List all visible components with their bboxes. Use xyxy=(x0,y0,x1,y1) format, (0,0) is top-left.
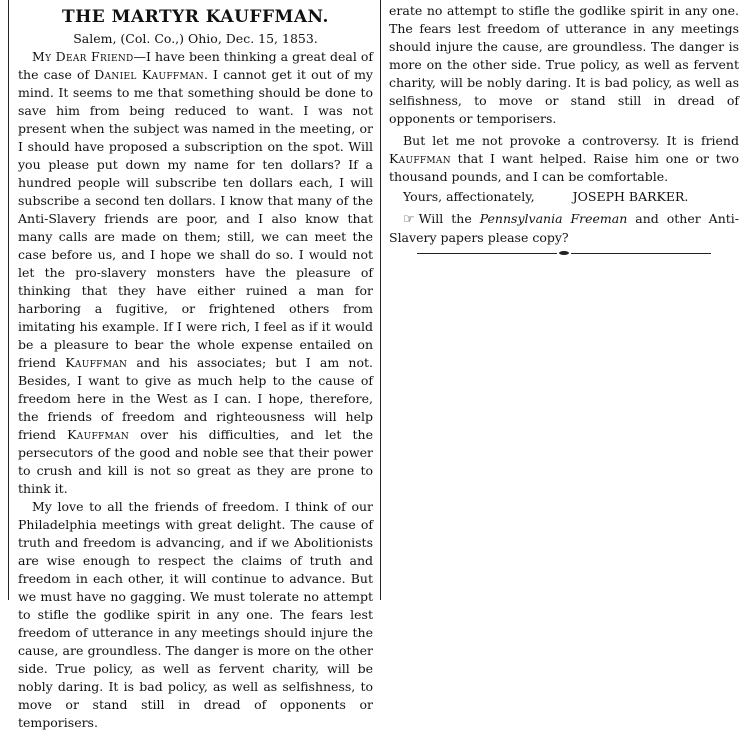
paragraph-1: My Dear Friend—I have been thinking a great deal of the case of Daniel Kauffman. I cannot get it out of my mind. It seems to me that something should be done to save him from being reduced to want. I was not present when the subject was named in the meeting, or I should have proposed a subscription on the spot. Will you please put down my name for ten dollars? If a hundred people will subscribe ten dollars each, I will subscribe a second ten dollars. I know that many of the Anti-Slavery friends are poor, and I also know that many calls are made on them; still, we can meet the case before us, and I hope we shall do so. I would not let the pro-slavery monsters have the pleasure of thinking that they have either ruined a man for harboring a fugitive, or frightened others from imitating his example. If I were rich, I feel as if it would be a pleasure to bear the whole expense entailed on friend Kauffman and his associates; but I am not. Besides, I want to give as much help to the cause of freedom here in the West as I can. I hope, therefore, the friends of freedom and righteousness will help friend Kauffman over his difficulties, and let the persecutors of the good and noble see that their power to crush and kill is not so great as they are prone to think it. xyxy=(18,49,373,496)
column-rule-left xyxy=(8,0,9,600)
paragraph-2 xyxy=(18,498,373,730)
signature: JOSEPH BARKER. xyxy=(572,189,689,204)
name-kauffman: Kauffman xyxy=(65,355,128,370)
column-rule-middle xyxy=(380,0,381,600)
name-daniel-kauffman: Daniel Kauffman xyxy=(94,67,204,82)
signoff xyxy=(389,188,739,206)
name-kauffman: Kauffman xyxy=(67,427,130,442)
dateline: Salem, (Col. Co.,) Ohio, Dec. 15, 1853. xyxy=(73,31,318,46)
salutation: My Dear Friend xyxy=(32,49,134,64)
paragraph-2-continued-text: erate no attempt to stifle the godlike spirit in any one. The fears lest freedom of utterance in any meetings should injure the cause, are groundless. The danger is more on the other side. True policy, as well as fervent charity, will be nobly daring. It is bad policy, as well as selfishness, to move or stand still in dread of opponents or temporisers. xyxy=(389,3,739,126)
editorial-note: ☞ Will the Pennsylvania Freeman and other Anti-Slavery papers please copy? xyxy=(389,211,739,245)
manicule-icon: ☞ xyxy=(403,212,415,227)
name-kauffman: Kauffman xyxy=(389,151,451,166)
column-right xyxy=(389,2,739,255)
column-left xyxy=(18,6,373,730)
paper-title: Pennsylvania Freeman xyxy=(479,211,628,226)
closing: Yours, affectionately, xyxy=(403,189,535,204)
paragraph-3: But let me not provoke a controversy. It is friend Kauffman that I want helped. Raise him one or two thousand pounds, and I can be comfortable. xyxy=(389,133,739,184)
paragraph-2-continued xyxy=(389,2,739,128)
article-title: THE MARTYR KAUFFMAN. xyxy=(62,7,329,27)
paragraph-2-text: My love to all the friends of freedom. I think of our Philadelphia meetings with great delight. The cause of truth and freedom is advancing, and if we Abolitionists are wise enough to respect the claims of truth and freedom in each other, it will continue to advance. But we must have no gagging. We must tolerate no attempt to stifle the godlike spirit in any one. The fears lest freedom of utterance in any meetings should injure the cause, are groundless. The danger is more on the other side. True policy, as well as fervent charity, will be nobly daring. It is bad policy, as well as selfishness, to move or stand still in dread of opponents or temporisers. xyxy=(18,499,373,730)
divider-ornament xyxy=(389,251,739,255)
